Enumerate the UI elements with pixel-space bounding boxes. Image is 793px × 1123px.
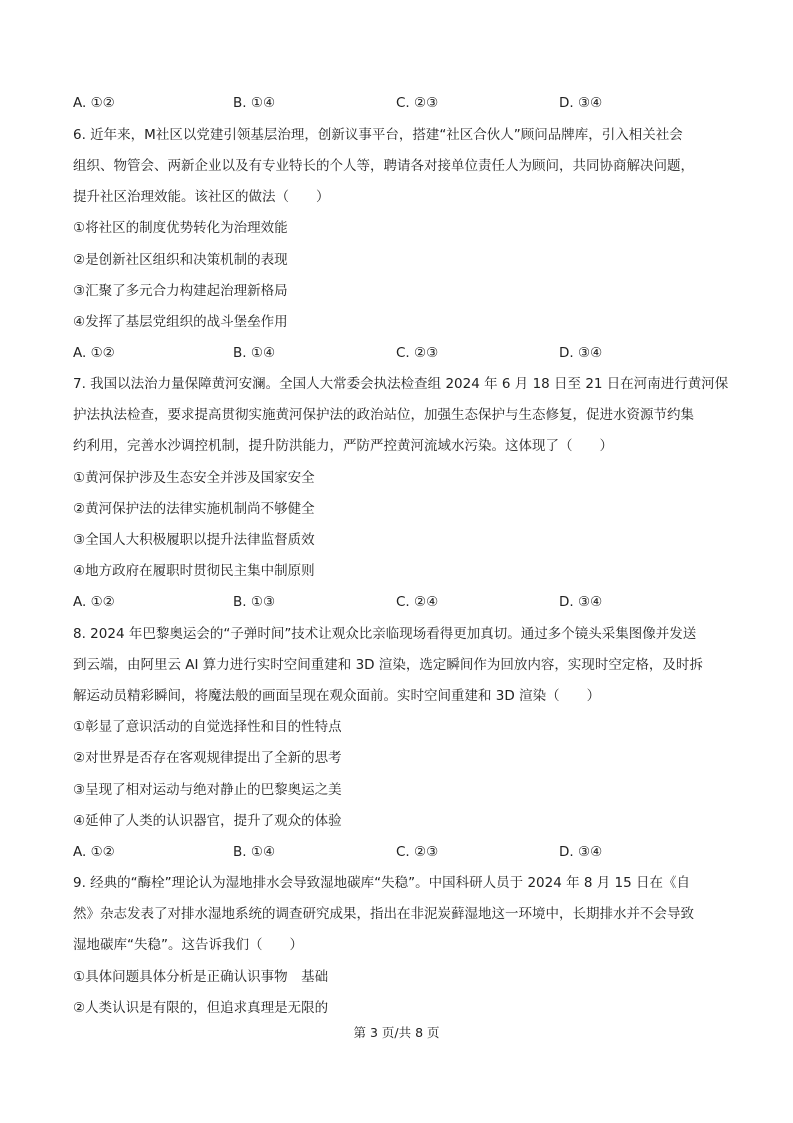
q6-option-d[interactable]: D. ③④	[559, 345, 603, 361]
q9-stem-line-3: 湿地碳库“失稳”。这告诉我们（ ）	[73, 937, 303, 953]
q7-option-d[interactable]: D. ③④	[559, 594, 603, 610]
q8-option-d[interactable]: D. ③④	[559, 844, 603, 860]
q6-options	[73, 343, 773, 363]
q6-item-3: ③汇聚了多元合力构建起治理新格局	[73, 283, 288, 299]
q5-options	[73, 93, 773, 113]
q8-stem-line-2: 到云端，由阿里云 AI 算力进行实时空间重建和 3D 渲染，选定瞬间作为回放内容，实现时空定格，及时拆	[73, 657, 703, 673]
q7-options	[73, 592, 773, 612]
q7-option-a[interactable]: A. ①②	[73, 594, 115, 610]
q8-item-1: ①彰显了意识活动的自觉选择性和目的性特点	[73, 719, 342, 735]
q7-stem-line-1: 7. 我国以法治力量保障黄河安澜。全国人大常委会执法检查组 2024 年 6 月 18 日至 21 日在河南进行黄河保	[73, 376, 729, 392]
q9-stem-line-2: 然》杂志发表了对排水湿地系统的调查研究成果，指出在非泥炭藓湿地这一环境中，长期排水并不会导致	[73, 906, 694, 922]
q7-item-3: ③全国人大积极履职以提升法律监督质效	[73, 532, 315, 548]
q6-item-1: ①将社区的制度优势转化为治理效能	[73, 220, 288, 236]
page-number: 第 3 页/共 8 页	[353, 1025, 440, 1040]
q6-item-2: ②是创新社区组织和决策机制的表现	[73, 252, 288, 268]
q6-stem-line-3: 提升社区治理效能。该社区的做法（ ）	[73, 189, 330, 205]
q6-option-a[interactable]: A. ①②	[73, 345, 115, 361]
q7-item-1: ①黄河保护涉及生态安全并涉及国家安全	[73, 470, 315, 486]
q6-option-b[interactable]: B. ①④	[233, 345, 276, 361]
q6-option-c[interactable]: C. ②③	[396, 345, 439, 361]
q8-option-b[interactable]: B. ①④	[233, 844, 276, 860]
q8-options	[73, 842, 773, 862]
q5-option-b[interactable]: B. ①④	[233, 95, 276, 111]
q7-option-b[interactable]: B. ①③	[233, 594, 276, 610]
q5-option-a[interactable]: A. ①②	[73, 95, 115, 111]
q7-stem-line-3: 约利用，完善水沙调控机制，提升防洪能力，严防严控黄河流域水污染。这体现了（ ）	[73, 438, 613, 454]
q8-stem-line-3: 解运动员精彩瞬间，将魔法般的画面呈现在观众面前。实时空间重建和 3D 渲染（ ）	[73, 688, 601, 704]
q7-option-c[interactable]: C. ②④	[396, 594, 439, 610]
q8-item-3: ③呈现了相对运动与绝对静止的巴黎奥运之美	[73, 782, 342, 798]
q7-item-2: ②黄河保护法的法律实施机制尚不够健全	[73, 501, 315, 517]
q6-stem-line-2: 组织、物管会、两新企业以及有专业特长的个人等，聘请各对接单位责任人为顾问，共同协商解决问题，	[73, 158, 694, 174]
q6-item-4: ④发挥了基层党组织的战斗堡垒作用	[73, 314, 288, 330]
q5-option-d[interactable]: D. ③④	[559, 95, 603, 111]
q9-stem-line-1: 9. 经典的“酶栓”理论认为湿地排水会导致湿地碳库“失稳”。中国科研人员于 2024 年 8 月 15 日在《自	[73, 875, 691, 891]
q8-stem-line-1: 8. 2024 年巴黎奥运会的“子弹时间”技术让观众比亲临现场看得更加真切。通过多个镜头采集图像并发送	[73, 626, 697, 642]
q8-option-c[interactable]: C. ②③	[396, 844, 439, 860]
q6-stem-line-1: 6. 近年来，M社区以党建引领基层治理，创新议事平台，搭建“社区合伙人”顾问品牌库，引入相关社会	[73, 127, 683, 143]
q8-item-2: ②对世界是否存在客观规律提出了全新的思考	[73, 750, 342, 766]
q5-option-c[interactable]: C. ②③	[396, 95, 439, 111]
q9-item-1: ①具体问题具体分析是正确认识事物 基础	[73, 969, 329, 985]
q7-stem-line-2: 护法执法检查，要求提高贯彻实施黄河保护法的政治站位，加强生态保护与生态修复，促进水资源节约集	[73, 407, 694, 423]
q7-item-4: ④地方政府在履职时贯彻民主集中制原则	[73, 563, 315, 579]
q9-item-2: ②人类认识是有限的，但追求真理是无限的	[73, 1000, 329, 1016]
q8-option-a[interactable]: A. ①②	[73, 844, 115, 860]
q8-item-4: ④延伸了人类的认识器官，提升了观众的体验	[73, 813, 342, 829]
